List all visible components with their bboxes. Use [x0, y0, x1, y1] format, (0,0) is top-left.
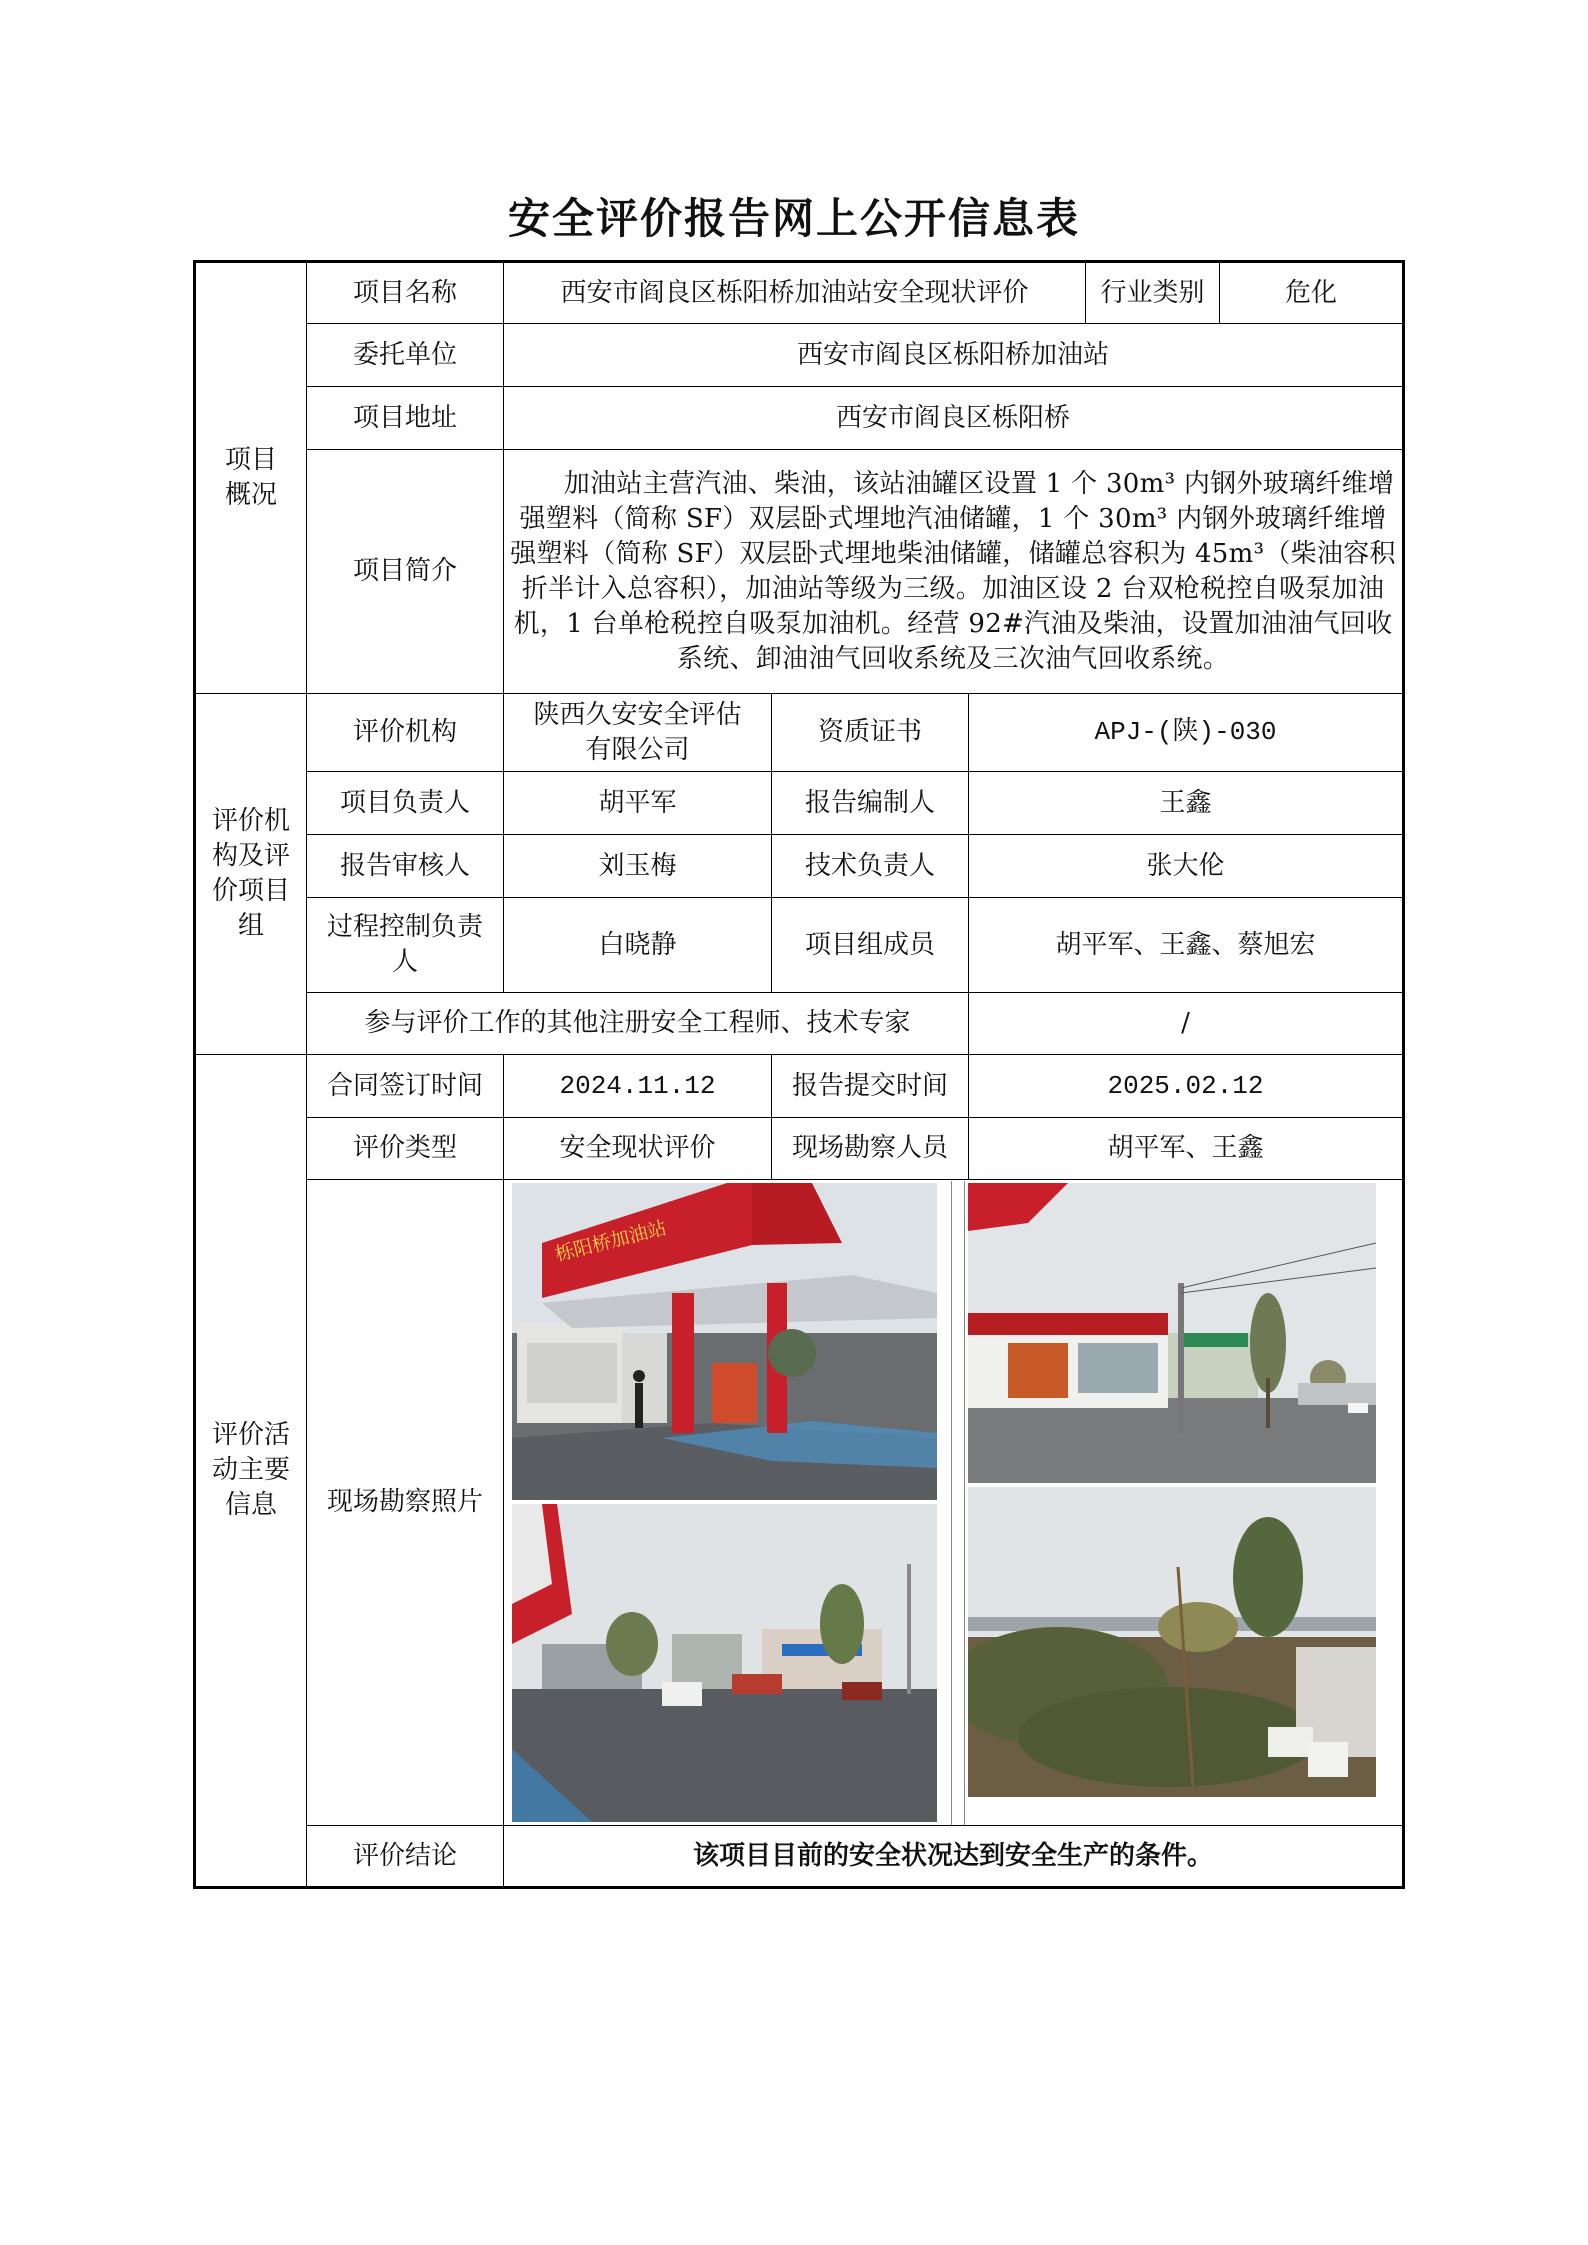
client-label: 委托单位 — [307, 324, 504, 387]
reviewer-label: 报告审核人 — [307, 835, 504, 898]
members-value: 胡平军、王鑫、蔡旭宏 — [969, 898, 1404, 993]
leader-label: 项目负责人 — [307, 772, 504, 835]
page-title: 安全评价报告网上公开信息表 — [507, 194, 1080, 243]
agency-label: 评价机构 — [307, 694, 504, 772]
members-label: 项目组成员 — [772, 898, 969, 993]
intro-value: 加油站主营汽油、柴油，该站油罐区设置 1 个 30m³ 内钢外玻璃纤维增强塑料（简称 SF）双层卧式埋地汽油储罐，1 个 30m³ 内钢外玻璃纤维增强塑料（简称 SF）双层卧式埋地柴油储罐，储罐总容积为 45m³（柴油容积折半计入总容积），加油站等级为三级。加油区设 2 台双枪税控自吸泵加油机，1 台单枪税控自吸泵加油机。经营 92#汽油及柴油，设置加油油气回收系统、卸油油气回收系统及三次油气回收系统。 — [504, 450, 1404, 694]
address-value: 西安市阎良区栎阳桥 — [504, 387, 1404, 450]
cert-label: 资质证书 — [772, 694, 969, 772]
type-value: 安全现状评价 — [504, 1118, 772, 1180]
surveyors-value: 胡平军、王鑫 — [969, 1118, 1404, 1180]
others-label: 参与评价工作的其他注册安全工程师、技术专家 — [307, 993, 969, 1055]
conclusion-value: 该项目目前的安全状况达到安全生产的条件。 — [504, 1826, 1404, 1888]
photos-label: 现场勘察照片 — [307, 1180, 504, 1826]
project-name-label: 项目名称 — [307, 262, 504, 324]
writer-value: 王鑫 — [969, 772, 1404, 835]
section-activity: 评价活 动主要 信息 — [195, 1055, 307, 1888]
tech-label: 技术负责人 — [772, 835, 969, 898]
leader-value: 胡平军 — [504, 772, 772, 835]
cert-value: APJ-(陕)-030 — [969, 694, 1404, 772]
contract-label: 合同签订时间 — [307, 1055, 504, 1118]
agency-value: 陕西久安安全评估 有限公司 — [504, 694, 772, 772]
submit-label: 报告提交时间 — [772, 1055, 969, 1118]
photo-separator — [951, 1181, 965, 1825]
tech-value: 张大伦 — [969, 835, 1404, 898]
process-label: 过程控制负责 人 — [307, 898, 504, 993]
others-value: / — [969, 993, 1404, 1055]
intro-label: 项目简介 — [307, 450, 504, 694]
submit-value: 2025.02.12 — [969, 1055, 1404, 1118]
industry-label: 行业类别 — [1086, 262, 1220, 324]
contract-value: 2024.11.12 — [504, 1055, 772, 1118]
process-value: 白晓静 — [504, 898, 772, 993]
info-table — [193, 260, 1405, 1889]
reviewer-value: 刘玉梅 — [504, 835, 772, 898]
writer-label: 报告编制人 — [772, 772, 969, 835]
project-name-value: 西安市阎良区栎阳桥加油站安全现状评价 — [504, 262, 1086, 324]
photo-road-view — [512, 1504, 937, 1822]
address-label: 项目地址 — [307, 387, 504, 450]
type-label: 评价类型 — [307, 1118, 504, 1180]
surveyors-label: 现场勘察人员 — [772, 1118, 969, 1180]
photo-station-canopy — [512, 1183, 937, 1500]
conclusion-label: 评价结论 — [307, 1826, 504, 1888]
station-sign-text: 栎阳桥加油站 — [552, 1216, 669, 1266]
photo-vegetation — [968, 1487, 1376, 1797]
photo-grid — [510, 1181, 1396, 1825]
industry-value: 危化 — [1220, 262, 1404, 324]
photos-cell — [504, 1180, 1404, 1826]
client-value: 西安市阎良区栎阳桥加油站 — [504, 324, 1404, 387]
section-org: 评价机 构及评 价项目 组 — [195, 694, 307, 1055]
photo-street-shops — [968, 1183, 1376, 1483]
section-overview: 项目 概况 — [195, 262, 307, 694]
